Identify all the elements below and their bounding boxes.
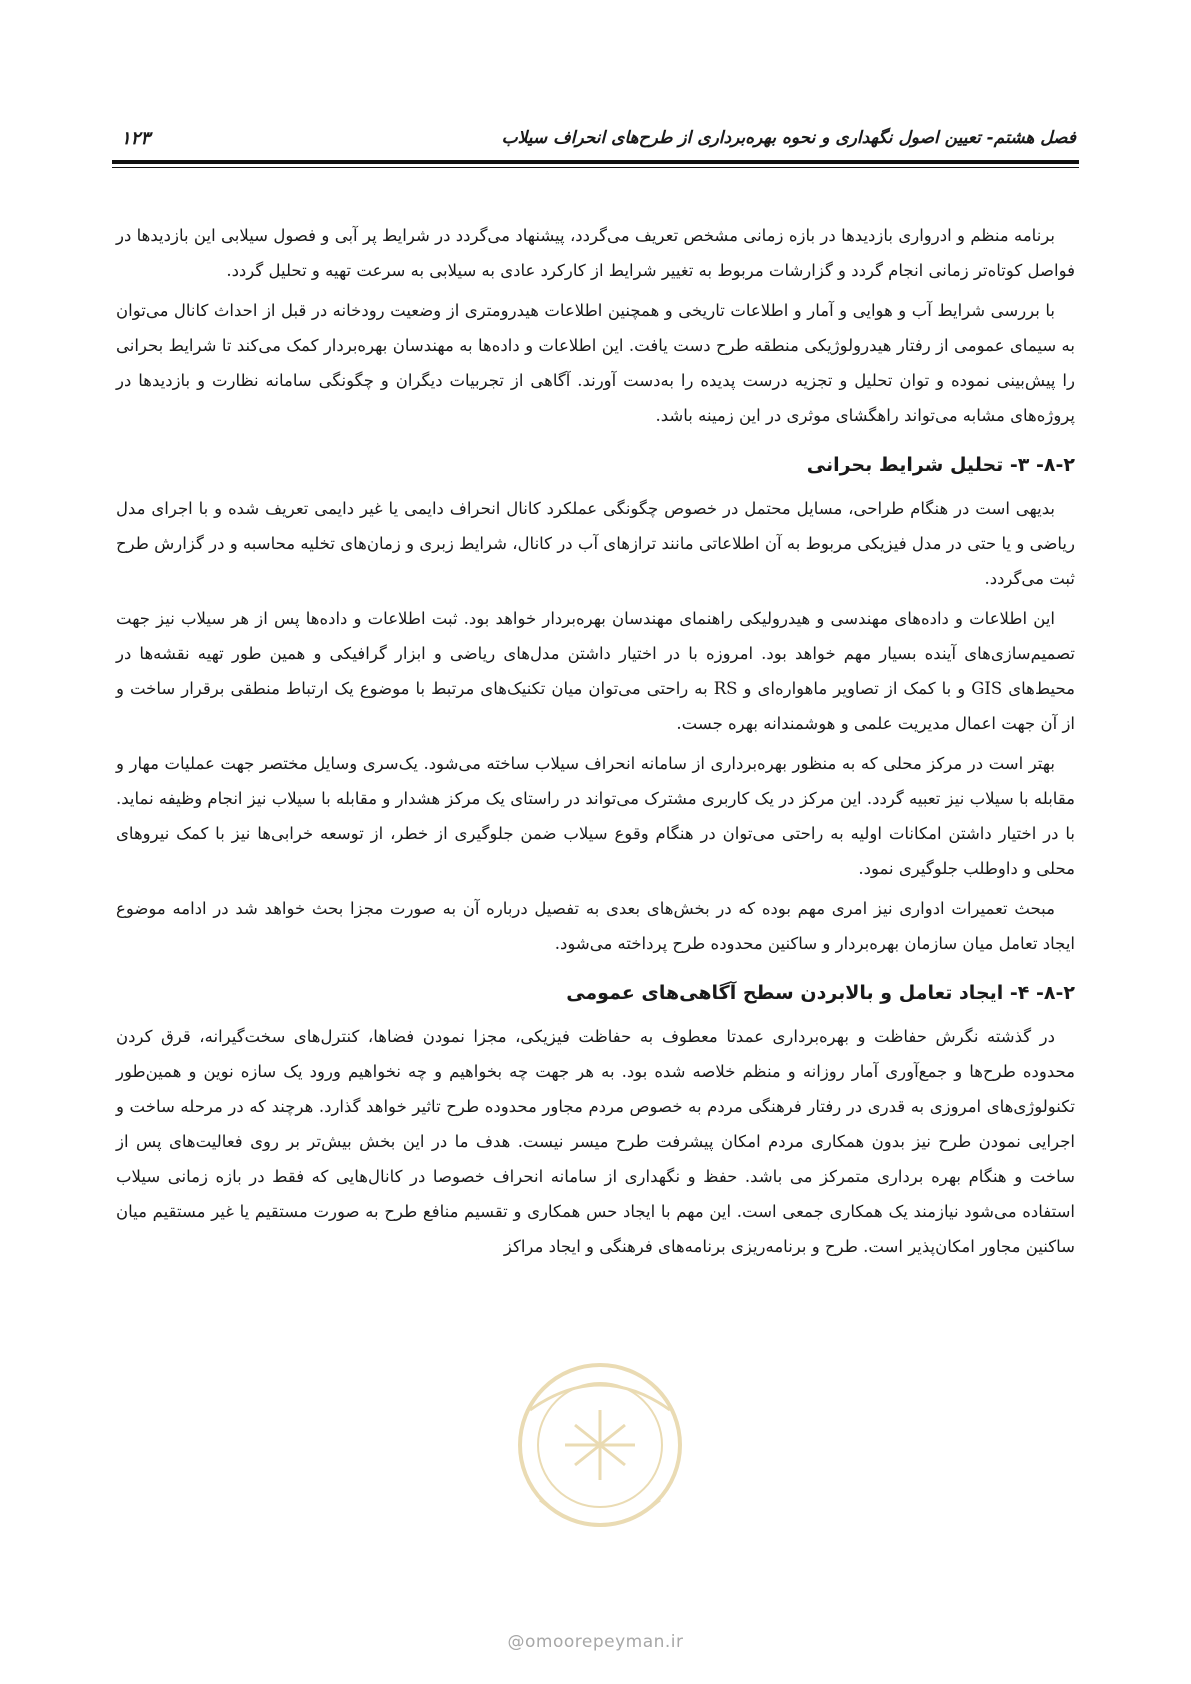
paragraph: با بررسی شرایط آب و هوایی و آمار و اطلاعات تاریخی و همچنین اطلاعات هیدرومتری از وضعیت رودخانه در قبل از احداث کانال می‌توان به سیمای عمومی از رفتار هیدرولوژیکی منطقه طرح دست یافت. این اطلاعات و داده‌ها به مهندسان بهره‌بردار کمک می‌کند تا شرایط بحرانی را پیش‌بینی نموده و توان تحلیل و تجزیه درست پدیده را به‌دست آورند. آگاهی از تجربیات دیگران و چگونگی سامانه نظارت و بازدیدها در پروژه‌های مشابه می‌تواند راهگشای موثری در این زمینه باشد.: [116, 301, 1075, 425]
paragraph: در گذشته نگرش حفاظت و بهره‌برداری عمدتا معطوف به حفاظت فیزیکی، مجزا نمودن فضاها، کنترل‌های سخت‌گیرانه، قرق کردن محدوده طرح‌ها و جمع‌آوری آمار روزانه و منظم خلاصه شده بود. به هر جهت چه بخواهیم و چه نخواهیم ورود یک سازه نوین و همین‌طور تکنولوژی‌های امروزی به قدری در رفتار فرهنگی مردم به خصوص مردم مجاور محدوده طرح تاثیر خواهد گذارد. هرچند که در مرحله ساخت و اجرایی نمودن طرح نیز بدون همکاری مردم امکان پیشرفت طرح میسر نیست. هدف ما در این بخش بیش‌تر بر روی فعالیت‌های پس از ساخت و هنگام بهره برداری متمرکز می باشد. حفظ و نگهداری از سامانه انحراف خصوصا در کانال‌هایی که فقط در بازه زمانی سیلاب استفاده می‌شود نیازمند یک همکاری جمعی است. این مهم با ایجاد حس همکاری و تقسیم منافع طرح به صورت مستقیم یا غیر مستقیم میان ساکنین مجاور امکان‌پذیر است. طرح و برنامه‌ریزی برنامه‌های فرهنگی و ایجاد مراکز: [116, 1027, 1075, 1256]
paragraph: بهتر است در مرکز محلی که به منظور بهره‌برداری از سامانه انحراف سیلاب ساخته می‌شود. یک‌سری وسایل مختصر جهت عملیات مهار و مقابله با سیلاب نیز تعبیه گردد. این مرکز در یک کاربری مشترک می‌تواند در راستای یک مرکز هشدار و مقابله با سیلاب نیز انجام وظیفه نماید. با در اختیار داشتن امکانات اولیه به راحتی می‌توان در هنگام وقوع سیلاب ضمن جلوگیری از خطر، از توسعه خرابی‌ها نیز با کمک نیروهای محلی و داوطلب جلوگیری نمود.: [116, 754, 1075, 878]
chapter-title: فصل هشتم- تعیین اصول نگهداری و نحوه بهره‌برداری از طرح‌های انحراف سیلاب: [501, 128, 1076, 148]
body-text: [116, 218, 1075, 1269]
header-rule-thin: [112, 167, 1079, 168]
section-heading: ۸-۲- ۴- ایجاد تعامل و بالابردن سطح آگاهی‌های عمومی: [566, 982, 1075, 1004]
section-heading: ۸-۲- ۳- تحلیل شرایط بحرانی: [806, 454, 1075, 476]
footer-watermark: @omoorepeyman.ir: [507, 1632, 684, 1652]
header-rule-thick: [112, 160, 1079, 164]
paragraph: این اطلاعات و داده‌های مهندسی و هیدرولیکی راهنمای مهندسان بهره‌بردار خواهد بود. ثبت اطلاعات و داده‌ها پس از هر سیلاب نیز جهت تصمیم‌سازی‌های آینده بسیار مهم خواهد بود. امروزه با در اختیار داشتن مدل‌های ریاضی و ابزار گرافیکی و همین طور تهیه نقشه‌ها در محیط‌های GIS و با کمک از تصاویر ماهواره‌ای و RS به راحتی می‌توان میان تکنیک‌های مرتبط با موضوع یک ارتباط منطقی برقرار ساخت و از آن جهت اعمال مدیریت علمی و هوشمندانه بهره جست.: [116, 609, 1076, 733]
paragraph: مبحث تعمیرات ادواری نیز امری مهم بوده که در بخش‌های بعدی به تفصیل درباره آن به صورت مجزا بحث خواهد شد در ادامه موضوع ایجاد تعامل میان سازمان بهره‌بردار و ساکنین محدوده طرح پرداخته می‌شود.: [116, 899, 1075, 953]
page-number: ۱۲۳: [121, 128, 151, 149]
paragraph: برنامه منظم و ادرواری بازدیدها در بازه زمانی مشخص تعریف می‌گردد، پیشنهاد می‌گردد در شرایط پر آبی و فصول سیلابی این بازدیدها در فواصل کوتاه‌تر زمانی انجام گردد و گزارشات مربوط به تغییر شرایط از کارکرد عادی به سیلابی به سرعت تهیه و تحلیل گردد.: [116, 226, 1075, 280]
seal-watermark-icon: [470, 1350, 730, 1570]
paragraph: بدیهی است در هنگام طراحی، مسایل محتمل در خصوص چگونگی عملکرد کانال انحراف دایمی یا غیر دایمی تعریف شده و با اجرای مدل ریاضی و یا حتی در مدل فیزیکی مربوط به آن اطلاعاتی مانند ترازهای آب در کانال، شرایط زبری و زمان‌های تخلیه محاسبه و در گزارش طرح ثبت می‌گردد.: [116, 499, 1075, 588]
running-header: [115, 128, 1076, 152]
